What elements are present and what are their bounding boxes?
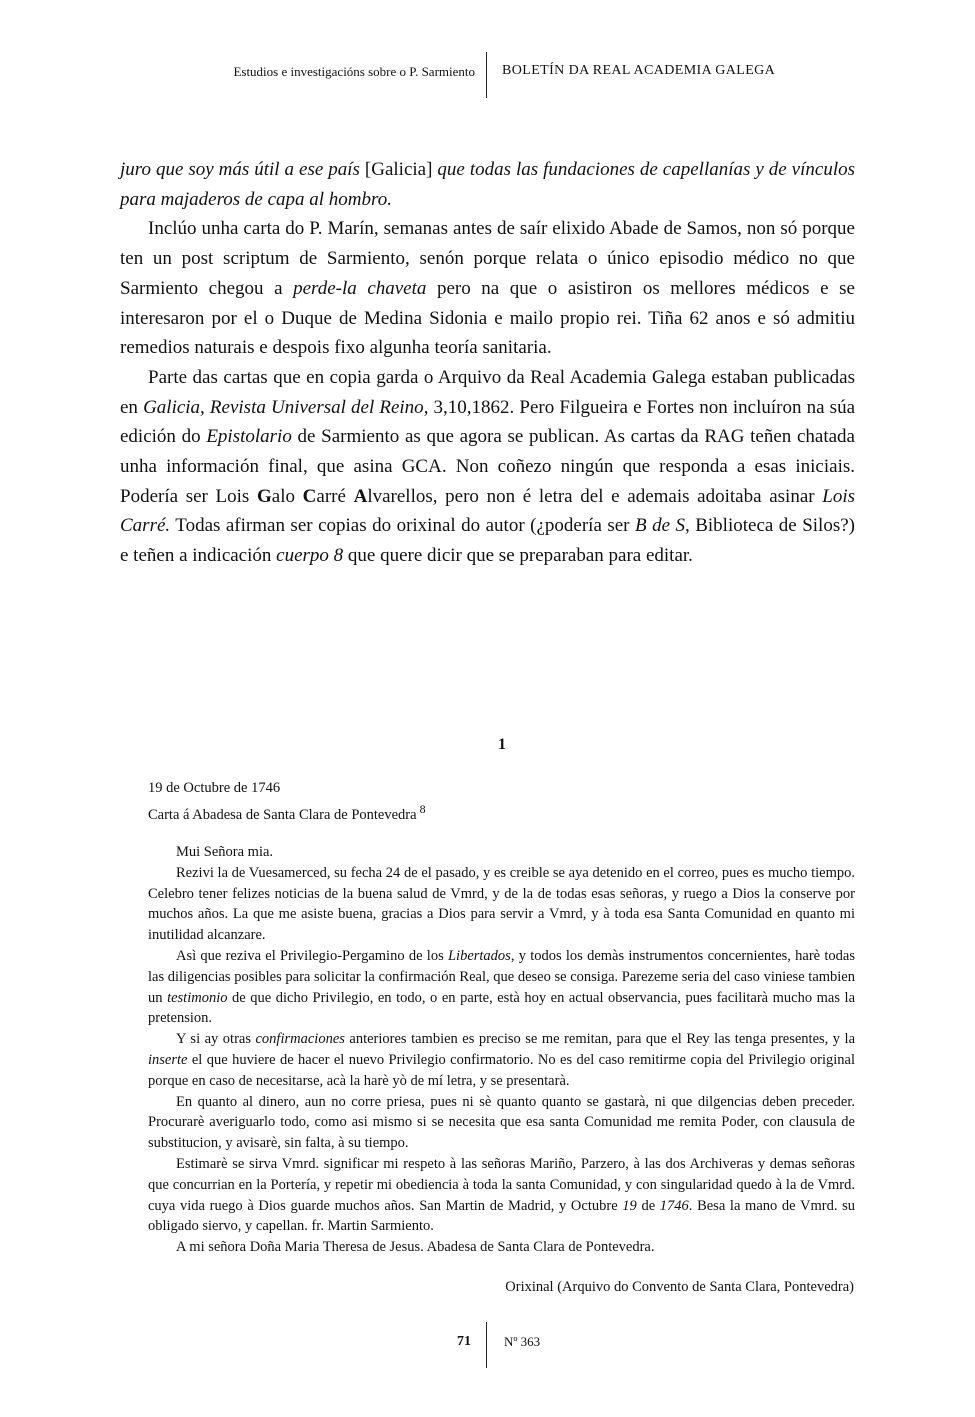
italic-publication: Epistolario — [206, 426, 292, 448]
text-run: Estimarè se sirva Vmrd. significar mi respeto à las señoras Mariño, Parzero, à las dos Archiveras y demas señoras que concurrian en la Portería, y repetir mi obediencia à toda la santa Comunidad, y con singularidad quedo à la de Vmrd. cuya vida ruego à Dios guarde muchos años. San Martin de Madrid, y Octubre — [148, 1155, 855, 1214]
italic-name: Lois Carré. — [120, 485, 855, 537]
italic-phrase: cuerpo 8 — [276, 545, 344, 567]
letter-paragraph — [148, 1154, 855, 1237]
bold-initial: G — [256, 485, 272, 507]
bold-initial: C — [302, 485, 317, 507]
italic-phrase: perde-la chaveta — [293, 277, 427, 299]
text-run: . — [387, 188, 392, 210]
letter-date: 19 de Octubre de 1746 — [148, 780, 281, 796]
italic-word: inserte — [148, 1051, 188, 1068]
italic-word: confirmaciones — [255, 1031, 345, 1048]
italic-publication: Galicia, Revista Universal del Reino — [143, 396, 424, 418]
text-run: Y si ay otras — [176, 1031, 256, 1048]
text-run: de Sarmiento as que agora se publican. As cartas da RAG teñen chatada unha información final, que asina GCA. Non coñezo ningún que responda a esas iniciais. Podería ser Lois — [120, 426, 855, 507]
text-run: que quere dicir que se preparaban para editar. — [343, 545, 693, 567]
paragraph-rag-copies — [120, 363, 855, 571]
letter-heading — [148, 778, 426, 826]
text-run: Todas afirman ser copias do orixinal do autor (¿podería ser — [170, 515, 635, 537]
italic-abbrev: B de S — [635, 515, 685, 537]
header-section-title: Estudios e investigacións sobre o P. Sarmiento — [233, 64, 475, 79]
text-run: de — [636, 1197, 660, 1214]
text-run: , Biblioteca de Silos?) e teñen a indicación — [120, 515, 855, 567]
italic-word: Libertados — [447, 947, 511, 964]
letter-paragraph: Rezivi la de Vuesamerced, su fecha 24 de el pasado, y es creible se aya detenido en el correo, pues es mucho tiempo. Celebro tener felizes noticias de la buena salud de Vmrd, y de la de todas esas señoras, y ruego a Dios la conserve por muchos años. La que me asiste buena, gracias a Dios para servir a Vmrd, y à toda esa Santa Comunidad en quanto mi inutilidad alcanzare. — [148, 864, 855, 944]
footnote-reference[interactable]: 8 — [419, 802, 426, 816]
text-run: anteriores tambien es preciso se me remitan, para que el Rey las tenga presentes, y la — [344, 1031, 855, 1048]
letter-title: Carta á Abadesa de Santa Clara de Pontevedra — [148, 807, 417, 823]
header-divider — [486, 52, 487, 98]
page-number: 71 — [457, 1334, 471, 1349]
text-run: Asì que reziva el Privilegio-Pergamino de los — [176, 947, 448, 964]
italic-word: testimonio — [167, 989, 228, 1006]
text-run: arré — [316, 485, 354, 507]
issue-number: Nº 363 — [504, 1334, 541, 1349]
letter-paragraph — [148, 1029, 855, 1091]
text-run: Parte das cartas que en copia garda o Arquivo da Real Academia Galega estaban publicadas en — [120, 366, 855, 418]
paragraph-quote-continuation — [120, 155, 855, 214]
text-run: pero na que o asistiron os mellores médicos e se interesaron por el o Duque de Medina Sidonia e mailo propio rei. Tiña 62 anos e só admitiu remedios naturais e despois fixo algunha teoría sanitaria. — [120, 277, 855, 359]
header-journal-title: BOLETÍN DA REAL ACADEMIA GALEGA — [502, 63, 776, 78]
letter-source: Orixinal (Arquivo do Convento de Santa Clara, Pontevedra) — [505, 1279, 854, 1295]
bold-initial: A — [353, 485, 368, 507]
letter-title-line — [148, 799, 426, 826]
italic-date: 1746 — [659, 1197, 689, 1214]
letter-salutation: Mui Señora mia. — [176, 844, 274, 860]
italic-date: 19 — [622, 1197, 637, 1214]
page-footer — [0, 1322, 975, 1368]
running-header — [0, 52, 975, 100]
text-run: [Galicia] — [359, 159, 438, 180]
italic-quote: juro que soy más útil a ese país — [120, 159, 360, 180]
italic-quote: que todas las fundaciones de capellanías y de vínculos para majaderos de capa al hombro — [120, 159, 856, 210]
paragraph-marin-letter — [120, 214, 855, 363]
text-run: lvarellos, pero non é letra del e ademais adoitaba asinar — [367, 485, 823, 507]
text-run: , 3,10,1862. Pero Filgueira e Fortes non incluíron na súa edición do — [120, 396, 855, 448]
letter-paragraph: En quanto al dinero, aun no corre priesa, pues ni sè quanto quanto se gastarà, ni que dilgencias deben preceder. Procurarè averiguarlo todo, como asi mismo si se necesita que esa santa Comunidad me remita Poder, con clausula de substitucion, y avisarè, sin falta, à su tiempo. — [148, 1093, 855, 1152]
text-run: , y todos los demàs instrumentos concernientes, harè todas las diligencias posibles para solicitar la confirmación Real, que deseo se consiga. Parezeme seria del caso viniese tambien un — [148, 947, 855, 1006]
text-run: alo — [271, 485, 303, 507]
letter-paragraph — [148, 946, 855, 1029]
letter-number: 1 — [498, 736, 506, 753]
footer-divider — [486, 1322, 487, 1368]
text-run: Inclúo unha carta do P. Marín, semanas antes de saír elixido Abade de Samos, non só porque ten un post scriptum de Sarmiento, senón porque relata o único episodio médico no que Sarmiento chegou a — [120, 218, 855, 299]
text-run: de que dicho Privilegio, en todo, o en parte, està hoy en actual observancia, pues facilitarà mucho mas la pretension. — [148, 989, 856, 1027]
letter-transcription — [148, 842, 855, 1258]
body-text — [120, 155, 855, 571]
text-run: el que huviere de hacer el nuevo Privilegio confirmatorio. No es del caso remitirme copia del Privilegio original porque en caso de necesitarse, acà la harè yò de mí letra, y se presentarà. — [148, 1051, 855, 1089]
letter-address: A mi señora Doña Maria Theresa de Jesus. Abadesa de Santa Clara de Pontevedra. — [176, 1239, 655, 1256]
text-run: . Besa la mano de Vmrd. su obligado siervo, y capellan. fr. Martin Sarmiento. — [148, 1197, 855, 1235]
